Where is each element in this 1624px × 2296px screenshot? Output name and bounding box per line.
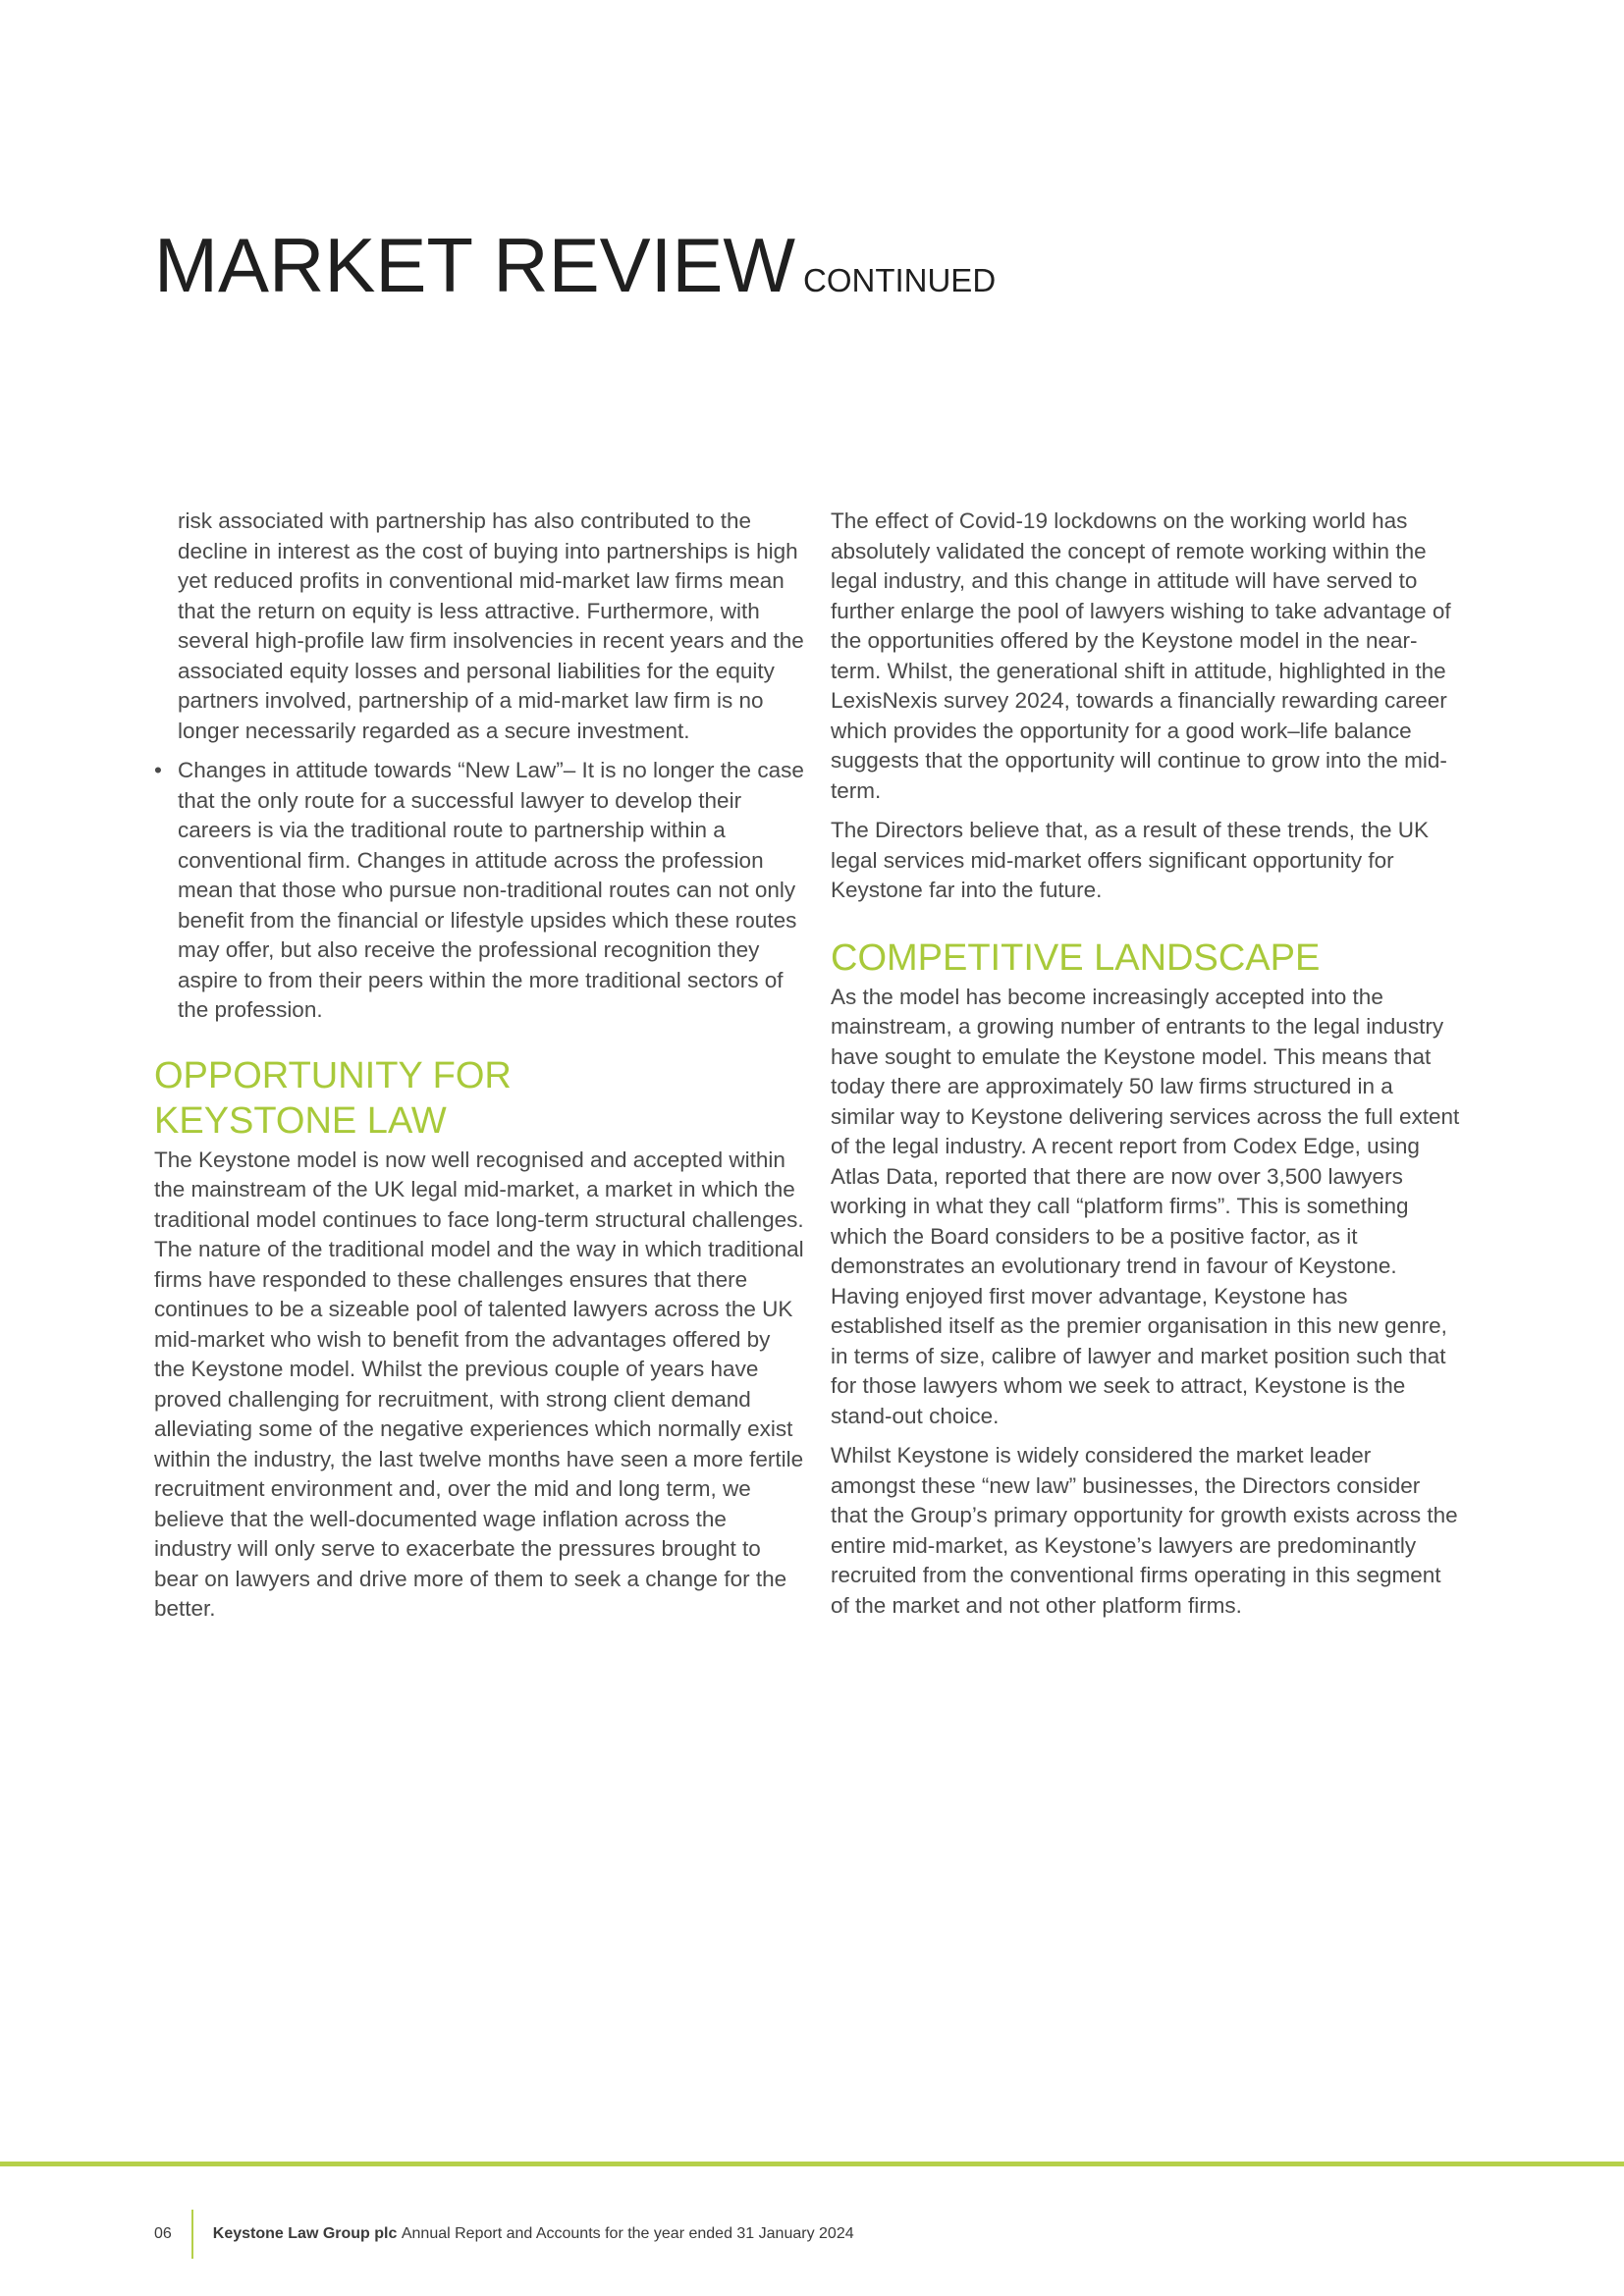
footer <box>154 2210 854 2259</box>
report-title: Keystone Law Group plc <box>212 2225 398 2242</box>
opportunity-heading <box>154 1053 806 1144</box>
competitive-heading: COMPETITIVE LANDSCAPE <box>831 936 1321 979</box>
report-subtitle: Annual Report and Accounts for the year ended 31 January 2024 <box>401 2225 854 2242</box>
left-column <box>154 507 806 1634</box>
footer-rule <box>0 2162 1624 2166</box>
footer-divider <box>191 2210 193 2259</box>
bullet-item: • Changes in attitude towards “New Law”– It is no longer the case that the only route for a successful lawyer to develop their careers is via the traditional route to partnership within a conventional firm. Changes in attitude across the profession mean that those who pursue non-traditional routes can not only benefit from the financial or lifestyle upsides which these routes may offer, but also receive the professional recognition they aspire to from their peers within the more traditional sectors of the profession. <box>154 756 806 1026</box>
trends-paragraph: The Directors believe that, as a result of these trends, the UK legal services mid-market offers significant opportunity for Keystone far into the future. <box>831 818 1430 902</box>
page-title-text: MARKET REVIEW <box>154 222 795 308</box>
bullet-list <box>154 756 806 1026</box>
competitive-paragraph-1: As the model has become increasingly accepted into the mainstream, a growing number of entrants to the legal industry have sought to emulate the Keystone model. This means that today there are approximately 50 law firms structured in a similar way to Keystone delivering services across the full extent of the legal industry. A recent report from Codex Edge, using Atlas Data, reported that there are now over 3,500 lawyers working in what they call “platform firms”. This is something which the Board considers to be a positive factor, as it demonstrates an evolutionary trend in favour of Keystone. Having enjoyed first mover advantage, Keystone has established itself as the premier organisation in this new genre, in terms of size, calibre of lawyer and market position such that for those lawyers whom we seek to attract, Keystone is the stand-out choice. <box>831 984 1460 1428</box>
opportunity-heading-line1: OPPORTUNITY FOR <box>154 1054 512 1096</box>
opportunity-paragraph: The Keystone model is now well recognised and accepted within the mainstream of the UK legal mid-market, a market in which the traditional model continues to face long-term structural challenges. The nature of the traditional model and the way in which traditional firms have responded to these challenges ensures that there continues to be a sizeable pool of talented lawyers across the UK mid-market who wish to benefit from the advantages offered by the Keystone model. Whilst the previous couple of years have proved challenging for recruitment, with strong client demand alleviating some of the negative experiences which normally exist within the industry, the last twelve months have seen a more fertile recruitment environment and, over the mid and long term, we believe that the well-documented wage inflation across the industry will only serve to exacerbate the pressures brought to bear on lawyers and drive more of them to seek a change for the better. <box>154 1147 804 1621</box>
page-title <box>154 221 996 325</box>
opportunity-heading-line2: KEYSTONE LAW <box>154 1099 447 1142</box>
right-column <box>831 507 1461 1630</box>
page-number: 06 <box>154 2225 172 2242</box>
intro-paragraph: risk associated with partnership has also contributed to the decline in interest as the cost of buying into partnerships is high yet reduced profits in conventional mid-market law firms mean that the return on equity is less attractive. Furthermore, with several high-profile law firm insolvencies in recent years and the associated equity losses and personal liabilities for the equity partners involved, partnership of a mid-market law firm is no longer necessarily regarded as a secure investment. <box>178 508 804 743</box>
page-title-continued: CONTINUED <box>802 262 997 298</box>
competitive-paragraph-2: Whilst Keystone is widely considered the market leader amongst these “new law” businesses, the Directors consider that the Group’s primary opportunity for growth exists across the entire mid-market, as Keystone’s lawyers are predominantly recruited from the conventional firms operating in this segment of the market and not other platform firms. <box>831 1443 1458 1618</box>
covid-paragraph: The effect of Covid-19 lockdowns on the working world has absolutely validated the concept of remote working within the legal industry, and this change in attitude will have served to further enlarge the pool of lawyers wishing to take advantage of the opportunities offered by the Keystone model in the near-term. Whilst, the generational shift in attitude, highlighted in the LexisNexis survey 2024, towards a financially rewarding career which provides the opportunity for a good work–life balance suggests that the opportunity will continue to grow into the mid-term. <box>831 508 1451 803</box>
